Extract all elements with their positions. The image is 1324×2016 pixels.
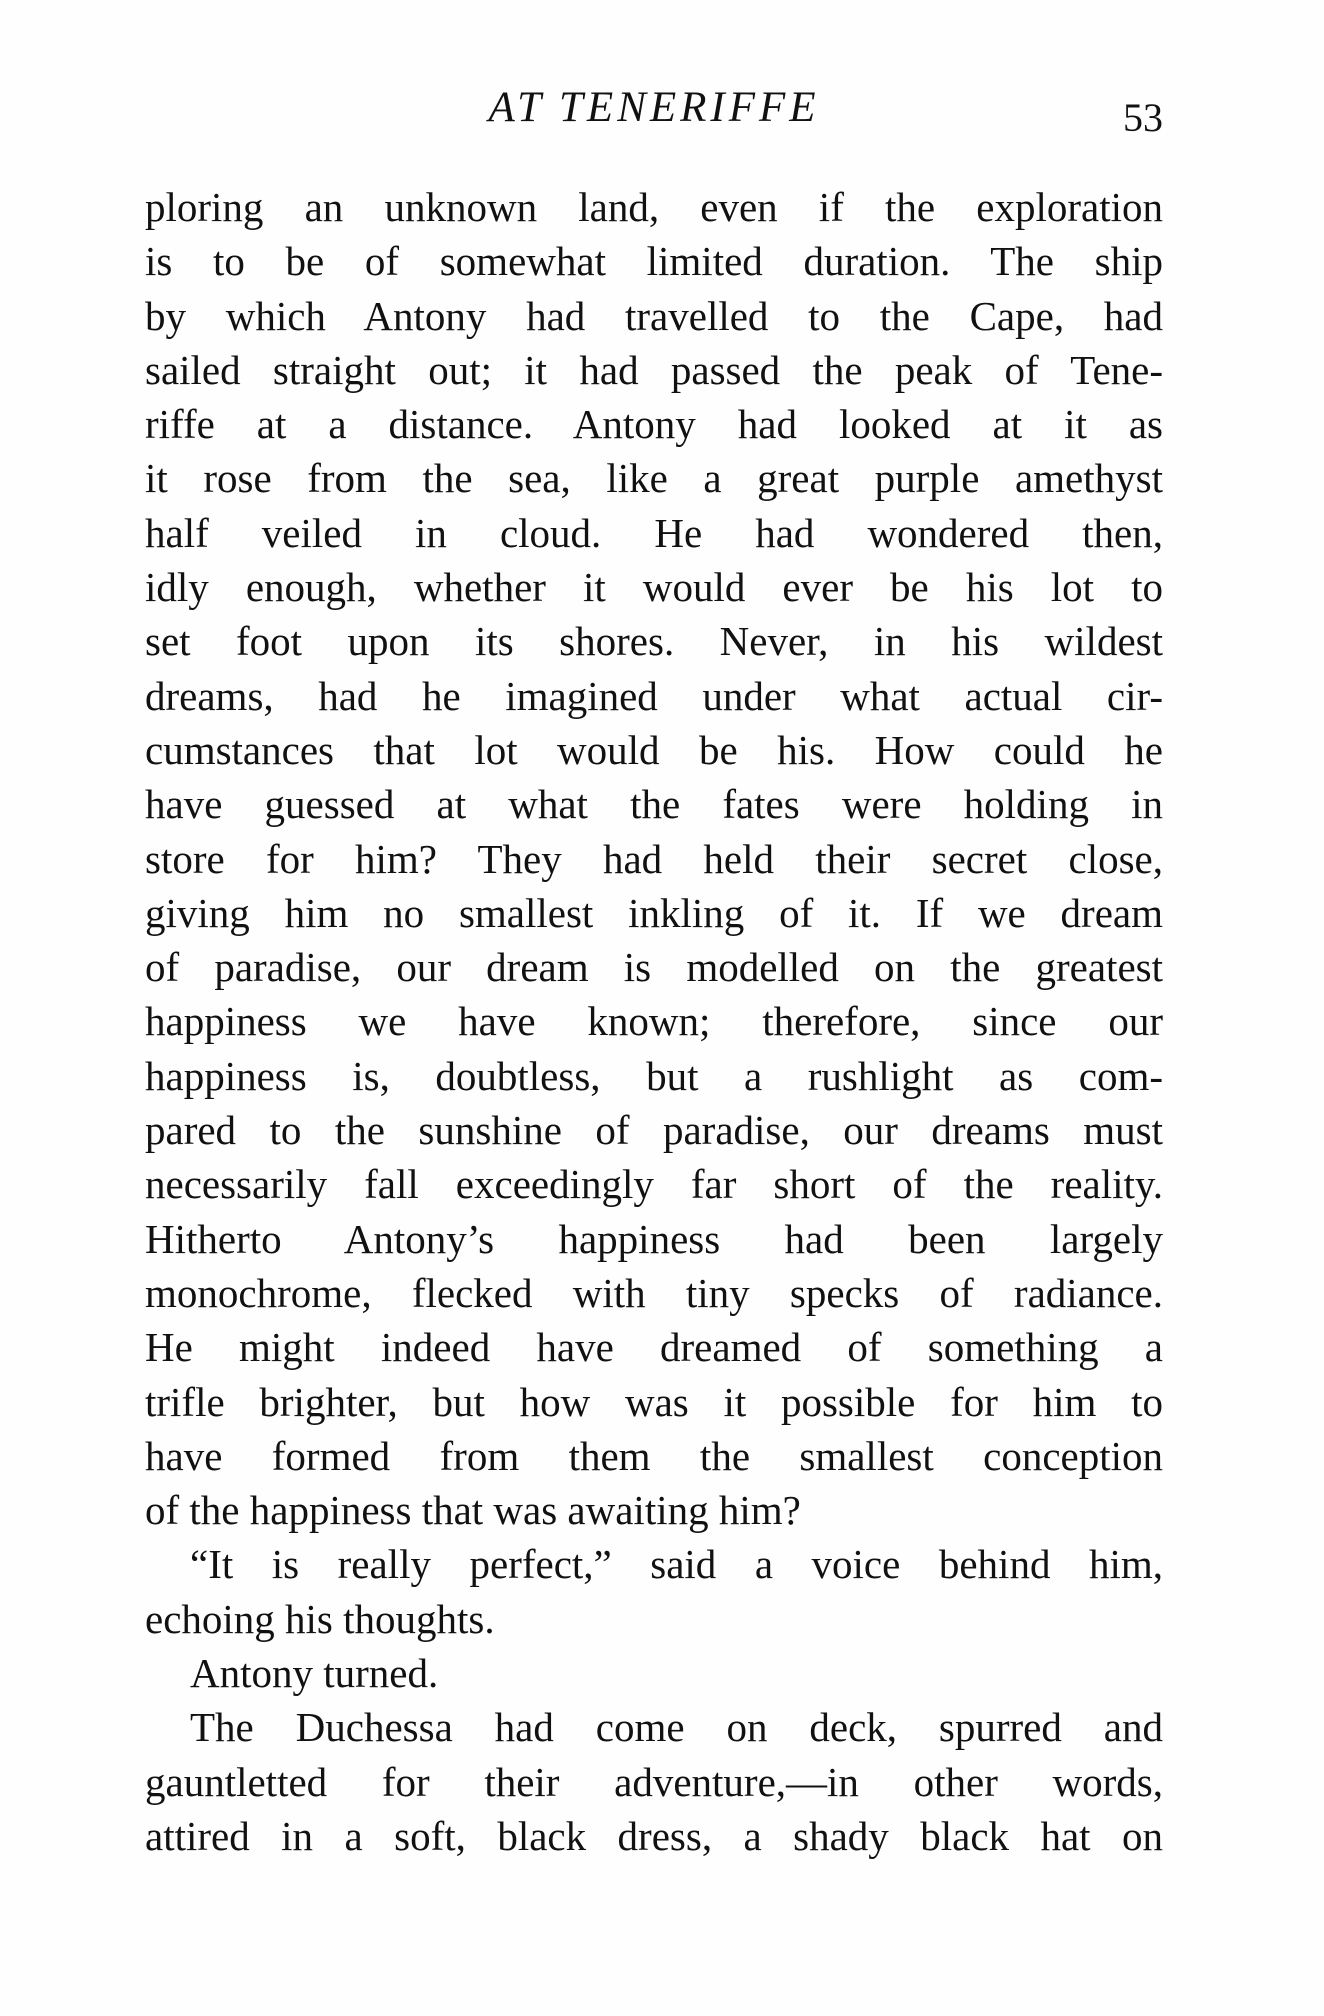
text-line: store for him? They had held their secret close, (145, 835, 1163, 882)
text-line: it rose from the sea, like a great purple amethyst (145, 455, 1163, 502)
text-line: sailed straight out; it had passed the peak of Tene- (145, 346, 1163, 393)
running-head (145, 78, 1163, 138)
text-line: attired in a soft, black dress, a shady black hat on (145, 1812, 1163, 1859)
body-text (145, 180, 1163, 1863)
text-line: The Duchessa had come on deck, spurred and (190, 1704, 1163, 1751)
text-line: dreams, had he imagined under what actual cir- (145, 672, 1163, 719)
text-line: happiness we have known; therefore, since our (145, 998, 1163, 1045)
text-line: of paradise, our dream is modelled on the greatest (145, 944, 1163, 991)
text-line: echoing his thoughts. (145, 1595, 495, 1642)
text-line: have formed from them the smallest conception (145, 1432, 1163, 1479)
text-line: giving him no smallest inkling of it. If we dream (145, 889, 1163, 936)
text-line: trifle brighter, but how was it possible for him to (145, 1378, 1163, 1425)
text-line: set foot upon its shores. Never, in his wildest (145, 618, 1163, 665)
text-line: Antony turned. (190, 1650, 439, 1697)
text-line: gauntletted for their adventure,—in other words, (145, 1758, 1163, 1805)
text-line: of the happiness that was awaiting him? (145, 1487, 801, 1534)
running-title: AT TENERIFFE (488, 84, 820, 131)
text-line: Hitherto Antony’s happiness had been largely (145, 1215, 1163, 1262)
text-line: riffe at a distance. Antony had looked at it as (145, 401, 1163, 448)
text-line: ploring an unknown land, even if the exploration (145, 184, 1163, 230)
page-number: 53 (1123, 95, 1163, 140)
text-line: have guessed at what the fates were holding in (145, 781, 1163, 828)
text-line: He might indeed have dreamed of something a (145, 1324, 1163, 1371)
text-line: happiness is, doubtless, but a rushlight as com- (145, 1052, 1163, 1099)
text-line: necessarily fall exceedingly far short of the reality. (145, 1161, 1163, 1208)
text-line: pared to the sunshine of paradise, our dreams must (145, 1107, 1163, 1154)
text-line: cumstances that lot would be his. How could he (145, 726, 1163, 773)
text-line: is to be of somewhat limited duration. The ship (145, 238, 1163, 285)
text-line: idly enough, whether it would ever be his lot to (145, 564, 1163, 611)
text-line: by which Antony had travelled to the Cape, had (145, 292, 1163, 339)
text-line: half veiled in cloud. He had wondered then, (145, 509, 1163, 556)
text-line: monochrome, flecked with tiny specks of radiance. (145, 1269, 1163, 1316)
text-line: “It is really perfect,” said a voice behind him, (190, 1541, 1163, 1588)
